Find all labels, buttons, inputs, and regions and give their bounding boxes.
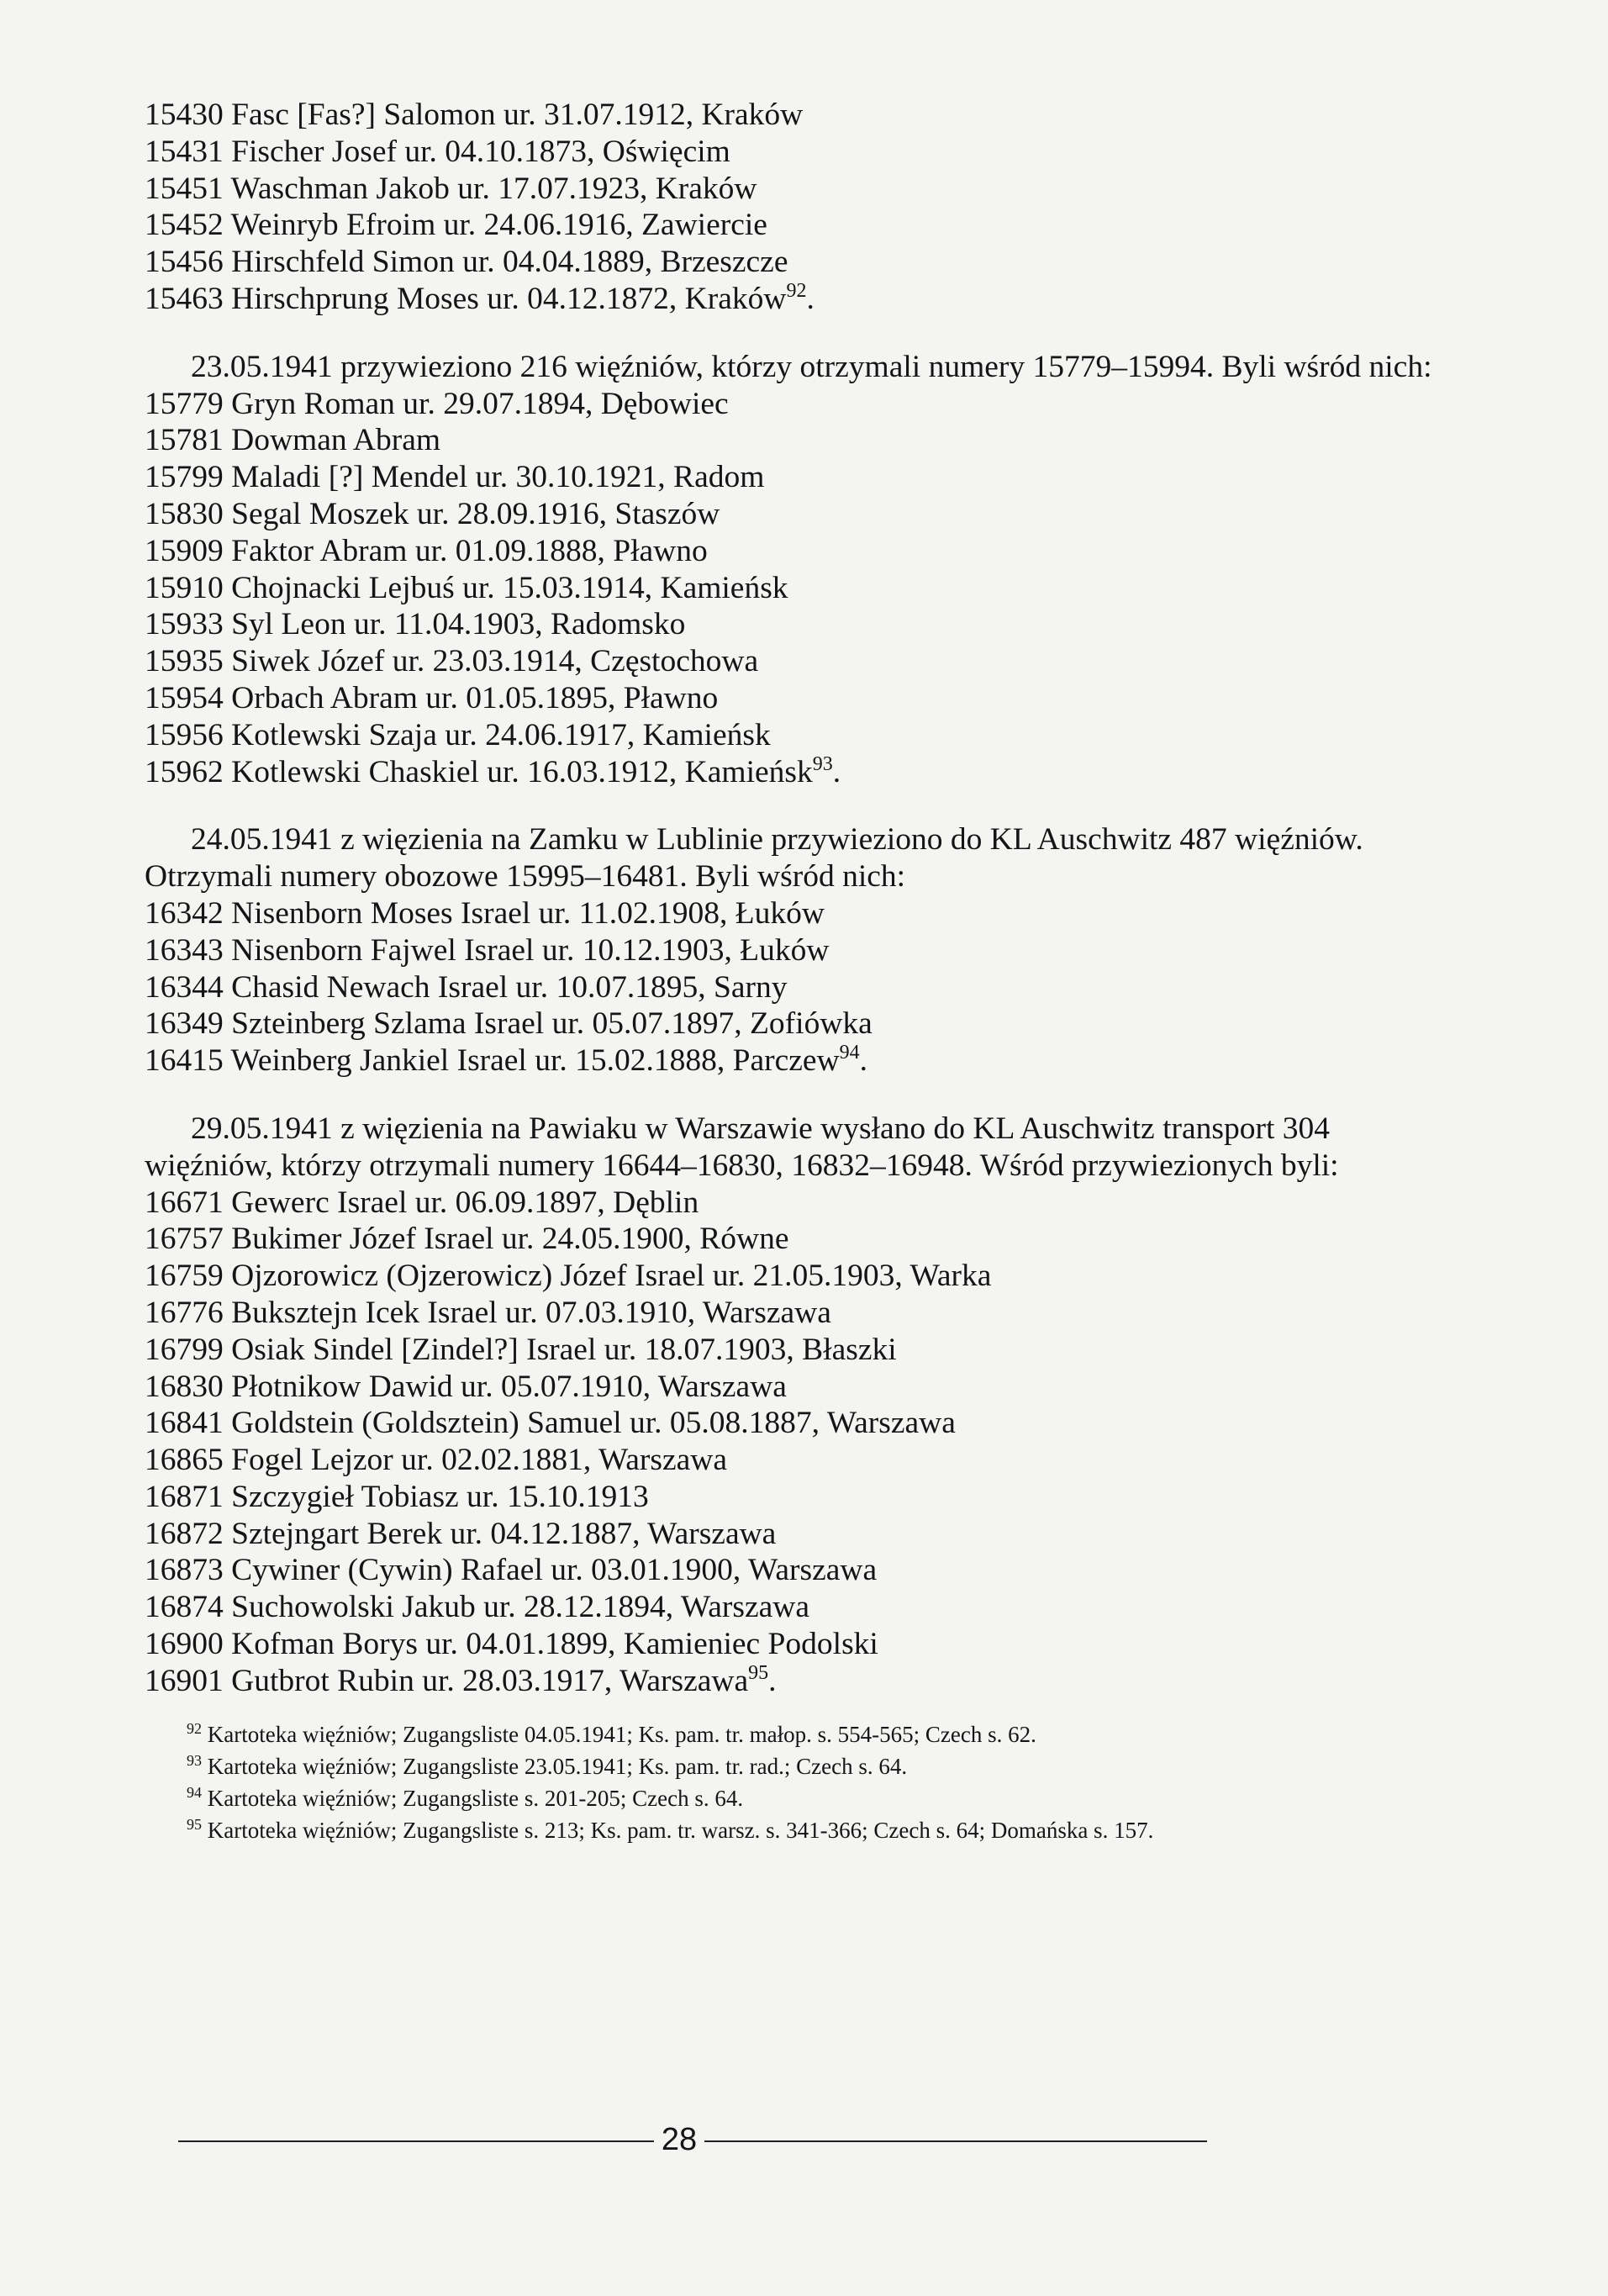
paragraph-intro: Otrzymali numery obozowe 15995–16481. Byli wśród nich: — [145, 859, 906, 895]
list-item: 15909 Faktor Abram ur. 01.09.1888, Pławno — [145, 533, 708, 568]
list-item: 15933 Syl Leon ur. 11.04.1903, Radomsko — [145, 607, 686, 642]
list-item: 16799 Osiak Sindel [Zindel?] Israel ur. 18.07.1903, Błaszki — [145, 1332, 897, 1367]
list-item: 16757 Bukimer Józef Israel ur. 24.05.1900, Równe — [145, 1222, 789, 1257]
list-item-text: 15962 Kotlewski Chaskiel ur. 16.03.1912, Kamieńsk — [145, 754, 813, 789]
list-item: 15910 Chojnacki Lejbuś ur. 15.03.1914, Kamieńsk — [145, 570, 788, 605]
footer-rule-left — [178, 2140, 654, 2142]
list-item: 15799 Maladi [?] Mendel ur. 30.10.1921, Radom — [145, 460, 765, 495]
list-item: 16671 Gewerc Israel ur. 06.09.1897, Dęblin — [145, 1185, 699, 1220]
page-number: 28 — [661, 2122, 698, 2157]
list-item: 15463 Hirschprung Moses ur. 04.12.1872, Kraków$^{92}$. — [145, 279, 815, 316]
list-item: 16901 Gutbrot Rubin ur. 28.03.1917, Warszawa$^{95}$. — [145, 1661, 777, 1698]
list-item: 15956 Kotlewski Szaja ur. 24.06.1917, Kamieńsk — [145, 717, 771, 752]
list-item: 16342 Nisenborn Moses Israel ur. 11.02.1908, Łuków — [145, 895, 825, 931]
list-item: 16841 Goldstein (Goldsztein) Samuel ur. 05.08.1887, Warszawa — [145, 1406, 956, 1441]
list-item: 15781 Dowman Abram — [145, 423, 441, 458]
list-item: 15830 Segal Moszek ur. 28.09.1916, Staszów — [145, 496, 720, 531]
prisoner-list-3 — [145, 821, 1489, 1079]
paragraph-intro: więźniów, którzy otrzymali numery 16644–16830, 16832–16948. Wśród przywiezionych byli: — [145, 1148, 1339, 1183]
list-item: 15962 Kotlewski Chaskiel ur. 16.03.1912, Kamieńsk$^{93}$. — [145, 752, 841, 789]
list-item: 15451 Waschman Jakob ur. 17.07.1923, Kraków — [145, 171, 757, 206]
prisoner-list-2 — [145, 349, 1489, 791]
list-item: 16872 Sztejngart Berek ur. 04.12.1887, Warszawa — [145, 1516, 777, 1551]
footnote-ref: 93 — [812, 752, 833, 775]
footer-rule-right — [704, 2140, 1207, 2142]
footnotes — [145, 1718, 1489, 1846]
footnote-ref: 95 — [748, 1661, 769, 1684]
list-item: 16874 Suchowolski Jakub ur. 28.12.1894, Warszawa — [145, 1590, 809, 1625]
list-item: 15456 Hirschfeld Simon ur. 04.04.1889, Brzeszcze — [145, 245, 788, 280]
list-item: 15431 Fischer Josef ur. 04.10.1873, Oświęcim — [145, 134, 730, 169]
list-item: 16415 Weinberg Jankiel Israel ur. 15.02.1888, Parczew$^{94}$. — [145, 1042, 868, 1079]
paragraph-intro: 29.05.1941 z więzienia na Pawiaku w Warszawie wysłano do KL Auschwitz transport 304 — [191, 1111, 1330, 1146]
prisoner-list-4 — [145, 1111, 1489, 1700]
list-item: 16830 Płotnikow Dawid ur. 05.07.1910, Warszawa — [145, 1369, 787, 1404]
list-item: 15452 Weinryb Efroim ur. 24.06.1916, Zawiercie — [145, 208, 767, 243]
footnote-text: Kartoteka więźniów; Zugangsliste 23.05.1941; Ks. pam. tr. rad.; Czech s. 64. — [207, 1753, 908, 1779]
footnote-text: Kartoteka więźniów; Zugangsliste 04.05.1941; Ks. pam. tr. małop. s. 554-565; Czech s. 62. — [207, 1721, 1036, 1747]
list-item-text: 16415 Weinberg Jankiel Israel ur. 15.02.1888, Parczew — [145, 1043, 840, 1079]
list-item: 16759 Ojzorowicz (Ojzerowicz) Józef Israel ur. 21.05.1903, Warka — [145, 1259, 992, 1294]
footnote-number: 95 — [187, 1815, 202, 1833]
prisoner-list-1 — [145, 97, 1489, 318]
footnote-text: Kartoteka więźniów; Zugangsliste s. 201-205; Czech s. 64. — [207, 1785, 744, 1811]
footnote-number: 92 — [187, 1719, 202, 1737]
list-item: 15935 Siwek Józef ur. 23.03.1914, Częstochowa — [145, 644, 759, 679]
page-body — [145, 97, 1489, 1846]
list-item: 15779 Gryn Roman ur. 29.07.1894, Dębowiec — [145, 386, 729, 421]
list-item: 16873 Cywiner (Cywin) Rafael ur. 03.01.1900, Warszawa — [145, 1553, 878, 1588]
paragraph-intro: 23.05.1941 przywieziono 216 więźniów, którzy otrzymali numery 15779–15994. Byli wśród nich: — [191, 349, 1432, 384]
footnote-ref: 94 — [839, 1042, 860, 1064]
list-item: 15954 Orbach Abram ur. 01.05.1895, Pławno — [145, 680, 719, 715]
list-item: 16865 Fogel Lejzor ur. 02.02.1881, Warszawa — [145, 1443, 728, 1478]
list-item: 15430 Fasc [Fas?] Salomon ur. 31.07.1912, Kraków — [145, 98, 804, 132]
footnote — [145, 1718, 1489, 1750]
footnote-text: Kartoteka więźniów; Zugangsliste s. 213; Ks. pam. tr. warsz. s. 341-366; Czech s. 64; Domańska s. 157. — [207, 1817, 1154, 1843]
footnote — [145, 1750, 1489, 1782]
paragraph-intro: 24.05.1941 z więzienia na Zamku w Lublinie przywieziono do KL Auschwitz 487 więźniów. — [191, 822, 1363, 858]
footnote — [145, 1814, 1489, 1846]
footnote-number: 93 — [187, 1751, 202, 1769]
page-footer — [0, 2122, 1608, 2156]
list-item: 16900 Kofman Borys ur. 04.01.1899, Kamieniec Podolski — [145, 1627, 878, 1662]
list-item-text: 16901 Gutbrot Rubin ur. 28.03.1917, Warszawa — [145, 1663, 749, 1698]
footnote — [145, 1782, 1489, 1814]
list-item: 16344 Chasid Newach Israel ur. 10.07.1895, Sarny — [145, 969, 788, 1005]
list-item: 16349 Szteinberg Szlama Israel ur. 05.07.1897, Zofiówka — [145, 1006, 873, 1042]
list-item-text: 15463 Hirschprung Moses ur. 04.12.1872, Kraków — [145, 281, 787, 316]
list-item: 16343 Nisenborn Fajwel Israel ur. 10.12.1903, Łuków — [145, 932, 830, 968]
list-item: 16871 Szczygieł Tobiasz ur. 15.10.1913 — [145, 1479, 649, 1514]
list-item: 16776 Buksztejn Icek Israel ur. 07.03.1910, Warszawa — [145, 1295, 831, 1330]
footnote-number: 94 — [187, 1783, 202, 1801]
footnote-ref: 92 — [786, 279, 807, 302]
